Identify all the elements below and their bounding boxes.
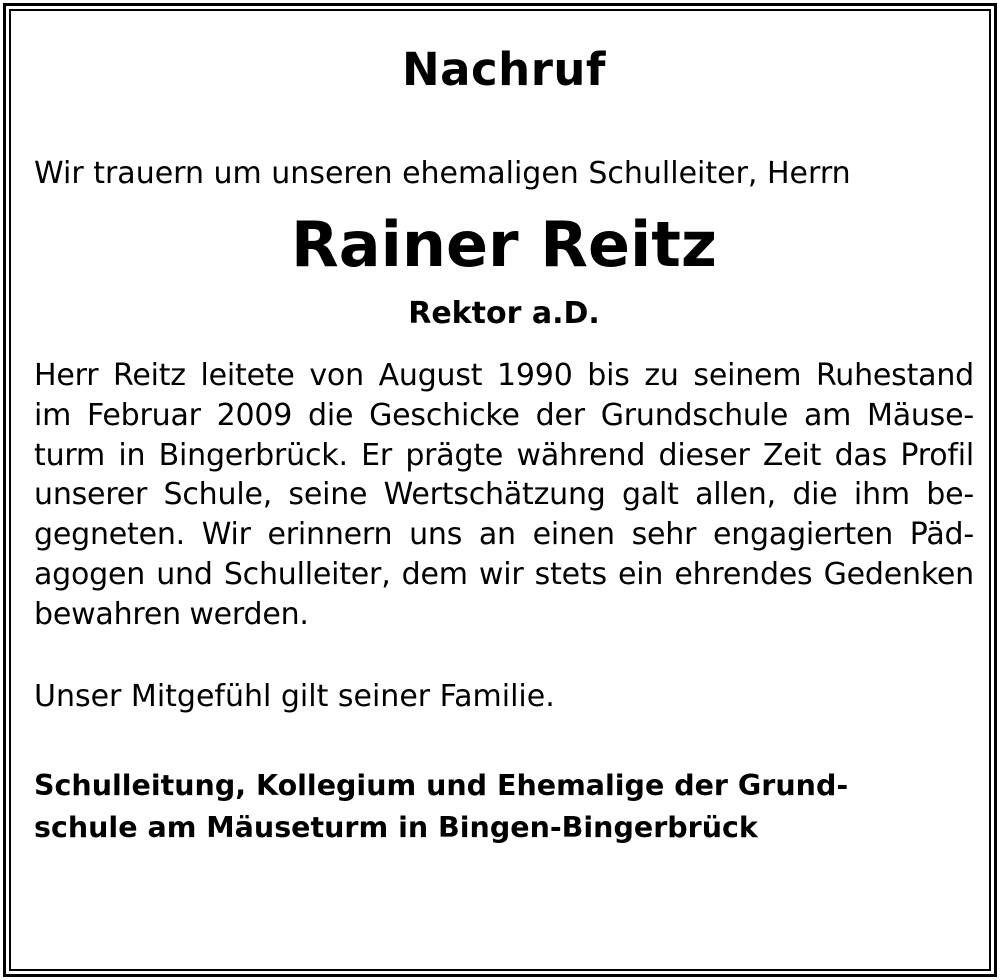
deceased-name: Rainer Reitz (291, 208, 717, 281)
obituary-notice (34, 40, 974, 849)
condolence-text: Unser Mitgefühl gilt seiner Familie. (34, 678, 555, 714)
signature-line: schule am Mäuseturm in Bingen-Bingerbrück (34, 810, 758, 844)
intro-text: Wir trauern um unseren ehemaligen Schulleiter, Herrn (34, 156, 851, 191)
body-line: bewahren werden. (34, 596, 309, 632)
signatories (34, 765, 974, 849)
body-line: turm in Bingerbrück. Er prägte während dieser Zeit das Profil (34, 437, 974, 473)
body-line: agogen und Schulleiter, dem wir stets ein ehrendes Gedenken (34, 556, 974, 592)
obituary-body (34, 356, 974, 635)
deceased-title: Rektor a.D. (408, 296, 600, 331)
body-line: Herr Reitz leitete von August 1990 bis zu seinem Ruhestand (34, 358, 974, 393)
body-line: gegneten. Wir erinnern uns an einen sehr engagierten Päd- (34, 517, 974, 553)
body-line: unserer Schule, seine Wertschätzung galt allen, die ihm be- (34, 477, 974, 513)
notice-heading: Nachruf (401, 43, 607, 96)
body-line: im Februar 2009 die Geschicke der Grundschule am Mäuse- (34, 397, 974, 433)
signature-line: Schulleitung, Kollegium und Ehemalige der Grund- (34, 768, 849, 802)
